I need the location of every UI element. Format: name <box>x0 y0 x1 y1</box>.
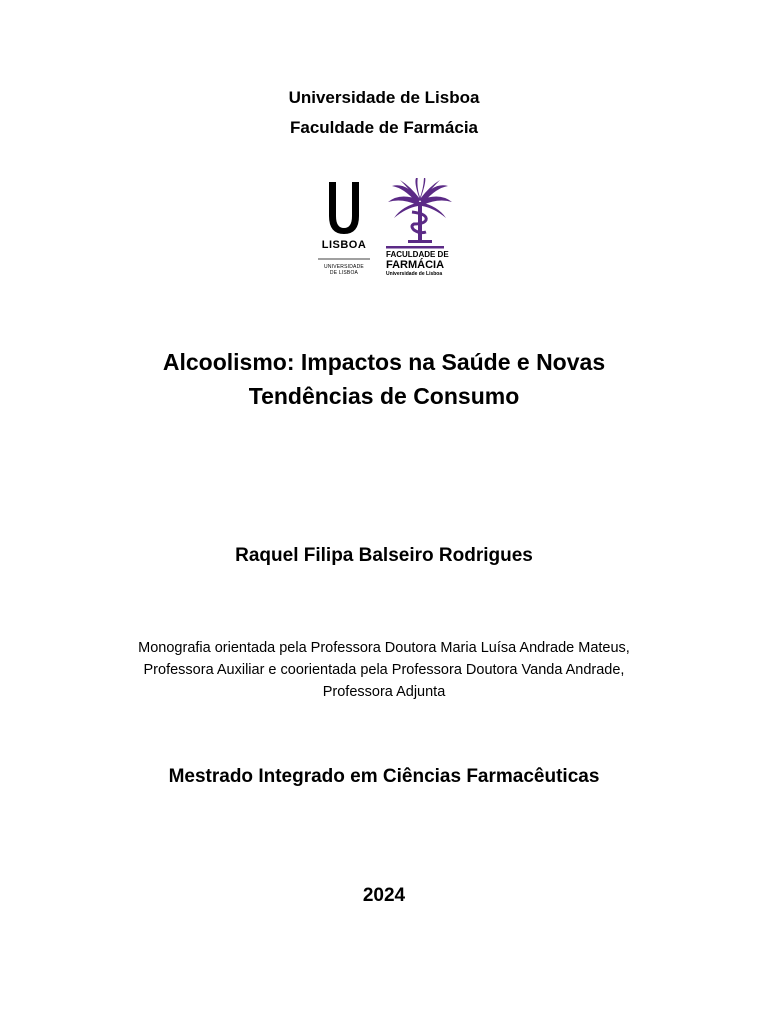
supervision-line-1: Monografia orientada pela Professora Doutora Maria Luísa Andrade Mateus, <box>138 640 630 656</box>
supervision-line-2: Professora Auxiliar e coorientada pela Professora Doutora Vanda Andrade, <box>143 662 625 678</box>
ffarmacia-logo-bar <box>386 246 454 249</box>
supervision-line-3: Professora Adjunta <box>322 684 446 700</box>
ffarmacia-logo-line3: Universidade de Lisboa <box>386 271 443 277</box>
ulisboa-logo-divider <box>316 257 372 261</box>
university-name: Universidade de Lisboa <box>288 88 480 107</box>
year: 2024 <box>362 885 406 906</box>
ulisboa-logo <box>316 178 372 280</box>
ffarmacia-logo-line2: FARMÁCIA <box>386 259 445 271</box>
thesis-title-line-2: Tendências de Consumo <box>248 383 520 409</box>
palm-tree-icon <box>386 178 454 248</box>
supervision-statement <box>0 637 768 703</box>
ffarmacia-logo-line1: FACULDADE DE <box>386 250 449 259</box>
ffarmacia-logo <box>386 178 454 280</box>
thesis-title-line-1: Alcoolismo: Impactos na Saúde e Novas <box>162 349 606 375</box>
thesis-title <box>0 345 768 413</box>
faculty-name: Faculdade de Farmácia <box>289 118 479 137</box>
author-name: Raquel Filipa Balseiro Rodrigues <box>235 545 533 566</box>
ulisboa-u-mark <box>316 178 372 238</box>
ulisboa-logo-subtitle-1: UNIVERSIDADE <box>324 264 364 270</box>
ulisboa-logo-name: LISBOA <box>321 239 367 251</box>
ulisboa-logo-subtitle-2: DE LISBOA <box>329 270 359 276</box>
degree-name: Mestrado Integrado em Ciências Farmacêuticas <box>168 766 600 787</box>
institution-logos <box>316 178 456 282</box>
